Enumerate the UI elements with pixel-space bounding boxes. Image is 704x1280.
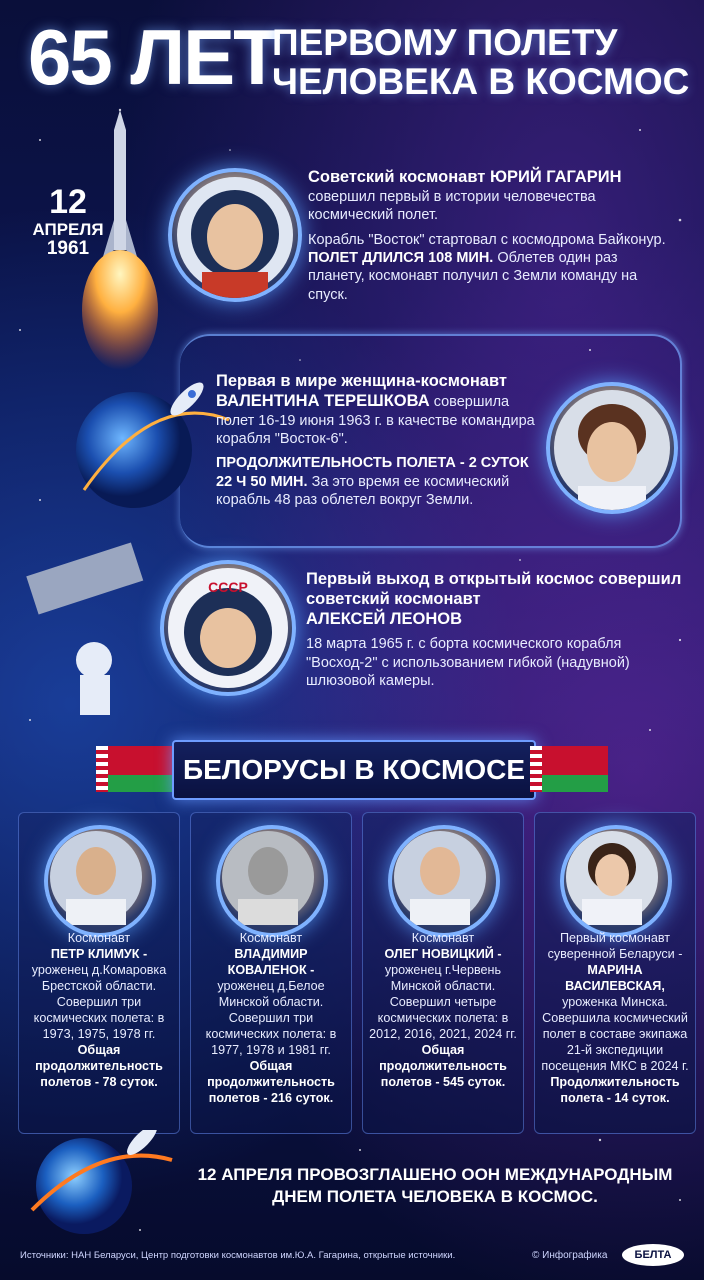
date-day: 12 <box>49 183 87 221</box>
subtitle-line-1: ПЕРВОМУ ПОЛЕТУ <box>272 22 618 63</box>
klimuk-bio: уроженец д.Комаровка Брестской области. Совершил три космических полета: в 1973, 1975, 1978 гг. <box>31 962 167 1041</box>
klimuk-name: ПЕТР КЛИМУК - <box>50 946 148 961</box>
un-day-statement <box>170 1164 700 1208</box>
kovalenok-pre: Космонавт <box>239 931 303 945</box>
tereshkova-portrait <box>546 382 678 514</box>
leonov-block <box>306 570 686 691</box>
gagarin-heading <box>308 168 678 188</box>
leonov-heading: Первый выход в открытый космос совершил советский космонавт <box>306 570 682 608</box>
kovalenok-portrait <box>216 825 328 937</box>
un-day-line1: 12 АПРЕЛЯ ПРОВОЗГЛАШЕНО ООН МЕЖДУНАРОДНЫМ <box>197 1165 673 1184</box>
kovalenok-total: Общая продолжительность полетов - 216 суток. <box>207 1058 335 1105</box>
vasilevskaya-portrait <box>560 825 672 937</box>
gagarin-block <box>308 168 678 304</box>
klimuk-portrait <box>44 825 156 937</box>
helmet-text: СССР <box>208 579 248 595</box>
date-year: 1961 <box>46 237 90 259</box>
novitsky-bio: уроженец г.Червень Минской области. Совершил четыре космических полета: в 2012, 2016, 2021, 2024 гг. <box>369 962 517 1041</box>
novitsky-portrait <box>388 825 500 937</box>
tereshkova-duration-rest: За это время ее космический корабль 48 раз облетел вокруг Земли. <box>216 473 510 509</box>
gagarin-line1: совершил первый в истории человечества космический полет. <box>308 188 596 224</box>
credit-text: © Инфографика <box>532 1250 608 1261</box>
flag-belarus-icon-right <box>530 746 608 792</box>
vasilevskaya-name: МАРИНА ВАСИЛЕВСКАЯ, <box>565 962 665 993</box>
spacewalk-illustration <box>20 540 170 720</box>
novitsky-text <box>369 931 517 1091</box>
vasilevskaya-text <box>541 931 689 1107</box>
gagarin-duration: ПОЛЕТ ДЛИЛСЯ 108 МИН. <box>308 250 494 267</box>
vasilevskaya-bio: уроженка Минска. Совершила космический полет в составе экипажа 21-й экспедиции посещения МКС в 2024 г. <box>541 994 689 1073</box>
gagarin-intro: Советский космонавт <box>308 168 486 186</box>
earth-rocket-bottom <box>22 1130 182 1240</box>
novitsky-name: ОЛЕГ НОВИЦКИЙ - <box>384 946 502 961</box>
subtitle-line-2: ЧЕЛОВЕКА В КОСМОС <box>272 60 690 102</box>
leonov-name: АЛЕКСЕЙ ЛЕОНОВ <box>306 609 463 628</box>
rocket-icon <box>160 372 214 426</box>
flag-belarus-icon-left <box>96 746 174 792</box>
kovalenok-name: ВЛАДИМИР КОВАЛЕНОК - <box>227 946 315 977</box>
gagarin-portrait <box>168 168 302 302</box>
sources-text: Источники: НАН Беларуси, Центр подготовки космонавтов им.Ю.А. Гагарина, открытые источники. <box>20 1250 456 1261</box>
gagarin-line2a: Корабль "Восток" стартовал с космодрома Байконур. <box>308 231 666 248</box>
cosmonaut-card-novitsky <box>362 812 524 1134</box>
novitsky-pre: Космонавт <box>411 931 475 945</box>
belta-logo: БЕЛТА <box>622 1244 684 1266</box>
klimuk-total: Общая продолжительность полетов - 78 суток. <box>35 1042 163 1089</box>
klimuk-text <box>25 931 173 1091</box>
belarus-title: БЕЛОРУСЫ В КОСМОСЕ <box>182 754 526 785</box>
gagarin-paragraph <box>308 231 678 305</box>
tereshkova-name: ВАЛЕНТИНА ТЕРЕШКОВА <box>216 391 430 410</box>
kovalenok-text <box>197 931 345 1107</box>
tereshkova-after-name: совершила полет 16-19 июня 1963 г. в качестве командира корабля "Восток-6". <box>216 393 535 447</box>
gagarin-line2b: Облетев один раз планету, космонавт получил с Земли команду на спуск. <box>308 250 638 303</box>
vasilevskaya-pre: Первый космонавт суверенной Беларуси - <box>547 931 683 961</box>
tereshkova-block <box>216 372 546 510</box>
leonov-portrait <box>160 560 296 696</box>
belarus-title-box <box>172 740 536 800</box>
klimuk-pre: Космонавт <box>67 931 131 945</box>
vasilevskaya-total: Продолжительность полета - 14 суток. <box>550 1074 680 1105</box>
tereshkova-duration: ПРОДОЛЖИТЕЛЬНОСТЬ ПОЛЕТА - 2 СУТОК 22 Ч 50 МИН. <box>216 455 529 490</box>
gagarin-name: ЮРИЙ ГАГАРИН <box>489 168 622 186</box>
cosmonaut-card-vasilevskaya <box>534 812 696 1134</box>
cosmonaut-card-klimuk <box>18 812 180 1134</box>
leonov-text: 18 марта 1965 г. с борта космического корабля "Восход-2" с использованием гибкой (надувной) шлюзовой камеры. <box>306 636 630 690</box>
novitsky-total: Общая продолжительность полетов - 545 суток. <box>379 1042 507 1089</box>
tereshkova-heading: Первая в мире женщина-космонавт <box>216 372 507 390</box>
un-day-line2: ДНЕМ ПОЛЕТА ЧЕЛОВЕКА В КОСМОС. <box>272 1186 598 1206</box>
subtitle <box>272 24 692 102</box>
cosmonaut-card-kovalenok <box>190 812 352 1134</box>
kovalenok-bio: уроженец д.Белое Минской области. Совершил три космических полета: в 1977, 1978 и 1981 гг. <box>205 978 337 1057</box>
date-block <box>22 185 114 258</box>
date-month: АПРЕЛЯ <box>32 219 104 239</box>
main-title: 65 ЛЕТ <box>28 13 279 101</box>
